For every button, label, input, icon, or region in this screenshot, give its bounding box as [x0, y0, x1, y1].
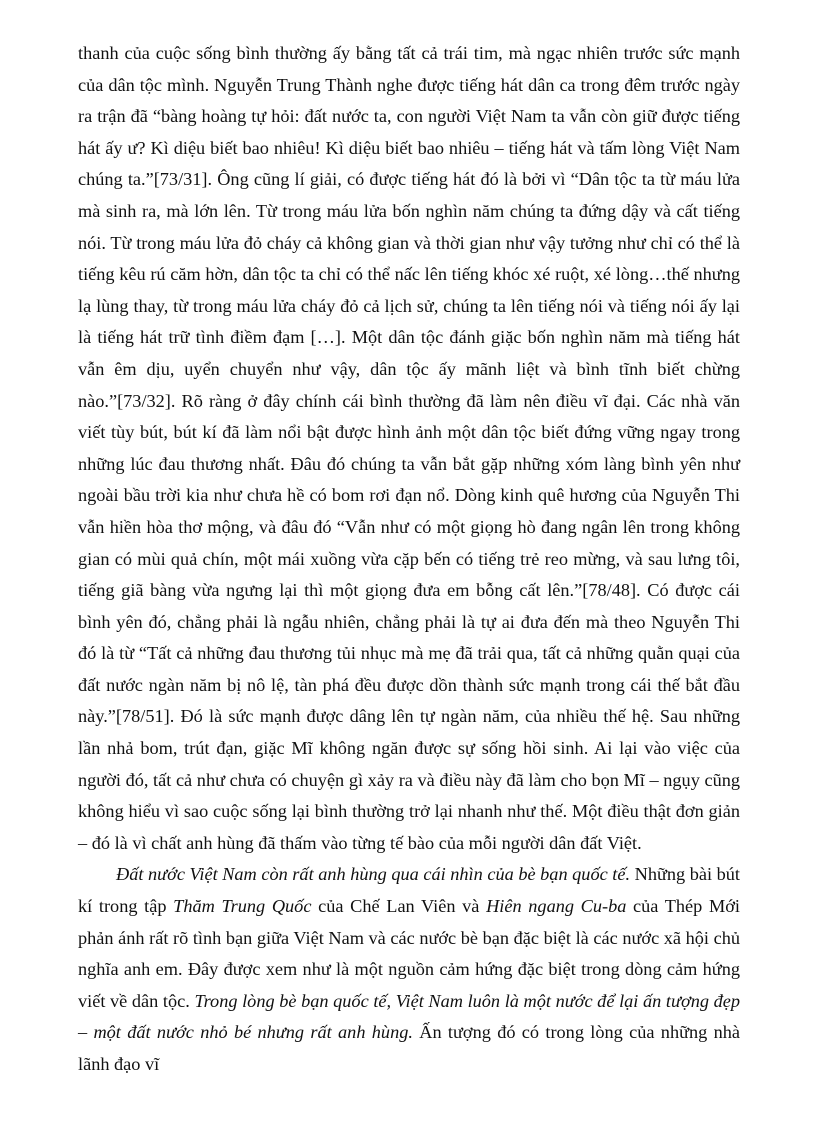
book-title-hien-ngang-cu-ba: Hiên ngang Cu-ba	[486, 896, 627, 917]
italic-thesis-sentence: Đất nước Việt Nam còn rất anh hùng qua cái nhìn của bè bạn quốc tế.	[116, 864, 631, 885]
paragraph-text: thanh của cuộc sống bình thường ấy bằng tất cả trái tim, mà ngạc nhiên trước sức mạnh của dân tộc mình. Nguyễn Trung Thành nghe được tiếng hát dân ca trong đêm trước ngày ra trận đã “bàng hoàng tự hỏi: đất nước ta, con người Việt Nam ta vẫn còn giữ được tiếng hát ấy ư? Kì diệu biết bao nhiêu! Kì diệu biết bao nhiêu – tiếng hát và tấm lòng Việt Nam chúng ta.”[73/31]. Ông cũng lí giải, có được tiếng hát đó là bởi vì “Dân tộc ta từ máu lửa mà sinh ra, mà lớn lên. Từ trong máu lửa bốn nghìn năm chúng ta đứng dậy và cất tiếng nói. Từ trong máu lửa đỏ cháy cả không gian và thời gian như vậy tưởng như chỉ có thể là tiếng kêu rú căm hờn, dân tộc ta chỉ có thể nấc lên tiếng khóc xé ruột, xé lòng…thế nhưng lạ lùng thay, từ trong máu lửa cháy đỏ cả lịch sử, chúng ta lên tiếng nói và tiếng nói ấy lại là tiếng hát trữ tình điềm đạm […]. Một dân tộc đánh giặc bốn nghìn năm mà tiếng hát vẫn êm dịu, uyển chuyển như vậy, dân tộc ấy mãnh liệt và bình tĩnh biết chừng nào.”[73/32]. Rõ ràng ở đây chính cái bình thường đã làm nên điều vĩ đại. Các nhà văn viết tùy bút, bút kí đã làm nổi bật được hình ảnh một dân tộc biết đứng vững ngay trong những lúc đau thương nhất. Đâu đó chúng ta vẫn bắt gặp những xóm làng bình yên như ngoài bầu trời kia như chưa hề có bom rơi đạn nổ. Dòng kinh quê hương của Nguyễn Thi vẫn hiền hòa thơ mộng, và đâu đó “Vẫn như có một giọng hò đang ngân lên trong không gian có mùi quả chín, một mái xuồng vừa cặp bến có tiếng trẻ reo mừng, và sau lưng tôi, tiếng giã bàng vừa ngưng lại thì một giọng đưa em bỗng cất lên.”[78/48]. Có được cái bình yên đó, chẳng phải là ngẫu nhiên, chẳng phải là tự ai đưa đến mà theo Nguyễn Thi đó là từ “Tất cả những đau thương tủi nhục mà mẹ đã trải qua, tất cả những quằn quại của đất nước ngàn năm bị nô lệ, tàn phá đều được dồn thành sức mạnh trong cái thế bắt đầu này.”[78/51]. Đó là sức mạnh được dâng lên tự ngàn năm, của nhiều thế hệ. Sau những lần nhả bom, trút đạn, giặc Mĩ không ngăn được sự sống hồi sinh. Ai lại vào việc của người đó, tất cả như chưa có chuyện gì xảy ra và điều này đã làm cho bọn Mĩ – ngụy cũng không hiểu vì sao cuộc sống lại bình thường trở lại nhanh như thế. Một điều thật đơn giản – đó là vì chất anh hùng đã thấm vào từng tế bào của mỗi người dân đất Việt.	[78, 43, 740, 853]
italic-emphasis-sentence: Trong lòng bè bạn quốc tế, Việt Nam luôn là một nước để lại ấn tượng đẹp – một đất nước nhỏ bé nhưng rất anh hùng.	[78, 990, 740, 1043]
paragraph-text: của Chế Lan Viên và	[311, 896, 487, 917]
paragraph-text: Ấn tượng đó có trong lòng của những nhà lãnh đạo vĩ	[78, 1022, 740, 1074]
paragraph-text: Những bài bút kí trong tập	[78, 864, 741, 917]
paragraph-1	[78, 38, 740, 859]
paragraph-2	[78, 859, 740, 1080]
book-title-tham-trung-quoc: Thăm Trung Quốc	[173, 896, 312, 917]
paragraph-text: của Thép Mới phản ánh rất rõ tình bạn giữa Việt Nam và các nước bè bạn đặc biệt là các nước xã hội chủ nghĩa anh em. Đây được xem như là một nguồn cảm hứng đặc biệt trong dòng cảm hứng viết về dân tộc.	[78, 896, 740, 1011]
document-page	[78, 38, 740, 1081]
